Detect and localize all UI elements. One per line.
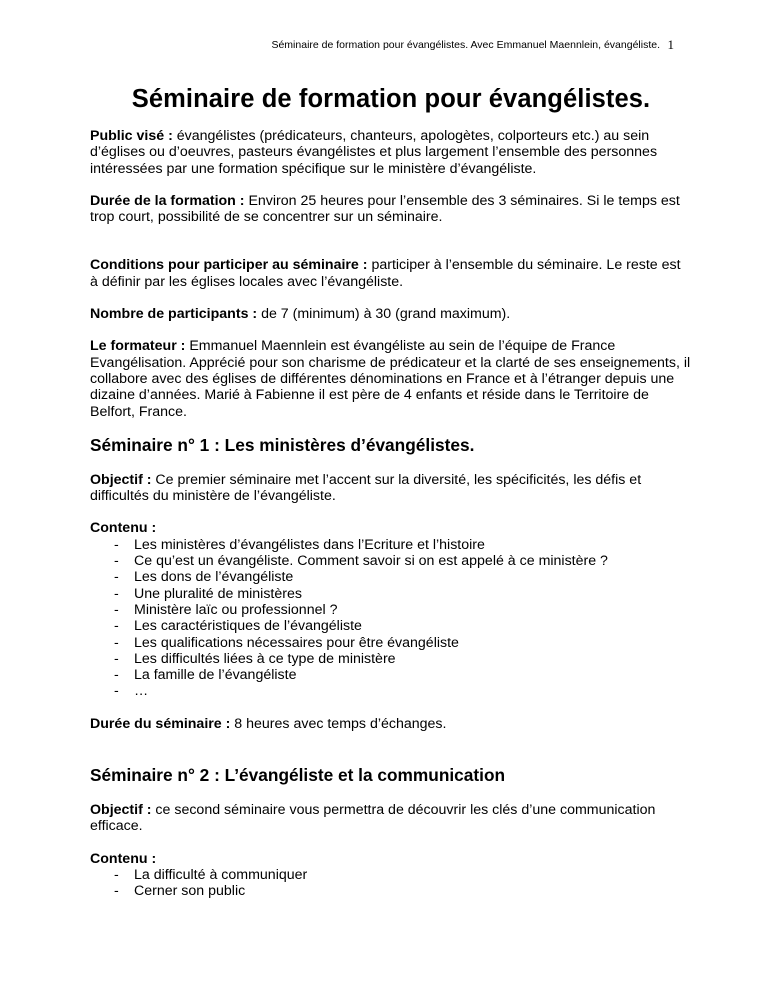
objectif-label: Objectif :: [90, 471, 152, 488]
list-item: [90, 537, 692, 553]
list-item-text: Une pluralité de ministères: [134, 585, 302, 602]
list-dash: -: [114, 883, 119, 900]
objectif-text: Ce premier séminaire met l’accent sur la diversité, les spécificités, les défis et difficultés du ministère de l’évangéliste.: [90, 471, 642, 505]
duree-formation-label: Durée de la formation :: [90, 192, 245, 209]
page-header: [0, 36, 768, 56]
seminaire-1-duree: [90, 716, 692, 732]
list-dash: -: [114, 601, 119, 618]
list-item: [90, 667, 692, 683]
seminaire-1-heading: Séminaire n° 1 : Les ministères d’évangélistes.: [90, 434, 475, 455]
seminaire-2-heading: Séminaire n° 2 : L’évangéliste et la communication: [90, 765, 506, 786]
list-dash: -: [114, 569, 119, 586]
conditions-text: participer à l’ensemble du séminaire. Le reste est à définir par les églises locales avec l’évangéliste.: [90, 257, 681, 290]
list-dash: -: [114, 634, 119, 651]
seminaire-1-contenu-list: [90, 537, 692, 700]
public-vise-paragraph: [90, 128, 692, 177]
seminaire-2-contenu-list: [90, 867, 692, 900]
list-item: [90, 553, 692, 569]
list-dash: -: [114, 585, 119, 602]
seminaire-1-objectif: [90, 472, 692, 505]
duree-seminaire-text: 8 heures avec temps d’échanges.: [230, 715, 447, 732]
list-item: [90, 883, 692, 899]
list-item-text: Les caractéristiques de l’évangéliste: [134, 618, 362, 635]
seminaire-2-objectif: [90, 802, 692, 835]
page-number: 1: [667, 37, 674, 52]
seminaire-1-contenu-label: Contenu :: [90, 520, 157, 537]
duree-seminaire-label: Durée du séminaire :: [90, 715, 231, 732]
list-item: [90, 618, 692, 634]
seminaire-2-contenu-label: Contenu :: [90, 850, 157, 867]
formateur-label: Le formateur :: [90, 338, 186, 355]
document-title: Séminaire de formation pour évangélistes.: [131, 85, 651, 113]
public-vise-text: évangélistes (prédicateurs, chanteurs, apologètes, colporteurs etc.) au sein d’églises ou d’oeuvres, pasteurs évangélistes et plus largement l’ensemble des personnes intéressées par une formation spécifique sur le ministère d’évangéliste.: [90, 128, 658, 177]
running-header: Séminaire de formation pour évangélistes. Avec Emmanuel Maennlein, évangéliste.: [271, 39, 660, 51]
list-item-text: La famille de l’évangéliste: [134, 667, 297, 684]
public-vise-label: Public visé :: [90, 128, 173, 144]
list-item: [90, 683, 692, 699]
list-dash: -: [114, 553, 119, 570]
objectif-text: ce second séminaire vous permettra de découvrir les clés d’une communication efficace.: [90, 802, 656, 835]
list-dash: -: [114, 866, 119, 883]
formateur-paragraph: [90, 338, 692, 419]
conditions-label: Conditions pour participer au séminaire :: [90, 257, 368, 274]
list-item-text: Les ministères d’évangélistes dans l’Ecriture et l’histoire: [134, 536, 485, 553]
list-dash: -: [114, 536, 119, 553]
list-item: [90, 586, 692, 602]
list-item-text: Ministère laïc ou professionnel ?: [134, 601, 338, 618]
participants-text: de 7 (minimum) à 30 (grand maximum).: [257, 306, 511, 323]
list-item: [90, 569, 692, 585]
list-item: [90, 867, 692, 883]
list-dash: -: [114, 667, 119, 684]
formateur-text: Emmanuel Maennlein est évangéliste au sein de l’équipe de France Evangélisation. Apprécié pour son charisme de prédicateur et la clarté de ses enseignements, il collabore avec des églises de différentes dénominations en France et à l’étranger depuis une dizaine d’années. Marié à Fabienne il est père de 4 enfants et réside dans le Territoire de Belfort, France.: [90, 338, 691, 420]
list-item-text: Les difficultés liées à ce type de ministère: [134, 650, 396, 667]
list-item-text: Cerner son public: [134, 883, 246, 900]
participants-paragraph: [90, 306, 692, 322]
list-item-text: Les dons de l’évangéliste: [134, 569, 294, 586]
list-item-text: La difficulté à communiquer: [134, 866, 308, 883]
document-body: [90, 84, 692, 900]
list-item-text: …: [134, 683, 149, 700]
list-item-text: Les qualifications nécessaires pour être évangéliste: [134, 634, 459, 651]
list-item: [90, 651, 692, 667]
list-item: [90, 635, 692, 651]
list-dash: -: [114, 650, 119, 667]
duree-formation-text: Environ 25 heures pour l’ensemble des 3 séminaires. Si le temps est trop court, possibilité de se concentrer sur un séminaire.: [90, 192, 680, 226]
list-dash: -: [114, 683, 119, 700]
conditions-paragraph: [90, 257, 692, 290]
list-item: [90, 602, 692, 618]
list-item-text: Ce qu’est un évangéliste. Comment savoir si on est appelé à ce ministère ?: [134, 553, 608, 570]
participants-label: Nombre de participants :: [90, 306, 258, 323]
objectif-label: Objectif :: [90, 802, 152, 819]
duree-formation-paragraph: [90, 193, 692, 226]
list-dash: -: [114, 618, 119, 635]
